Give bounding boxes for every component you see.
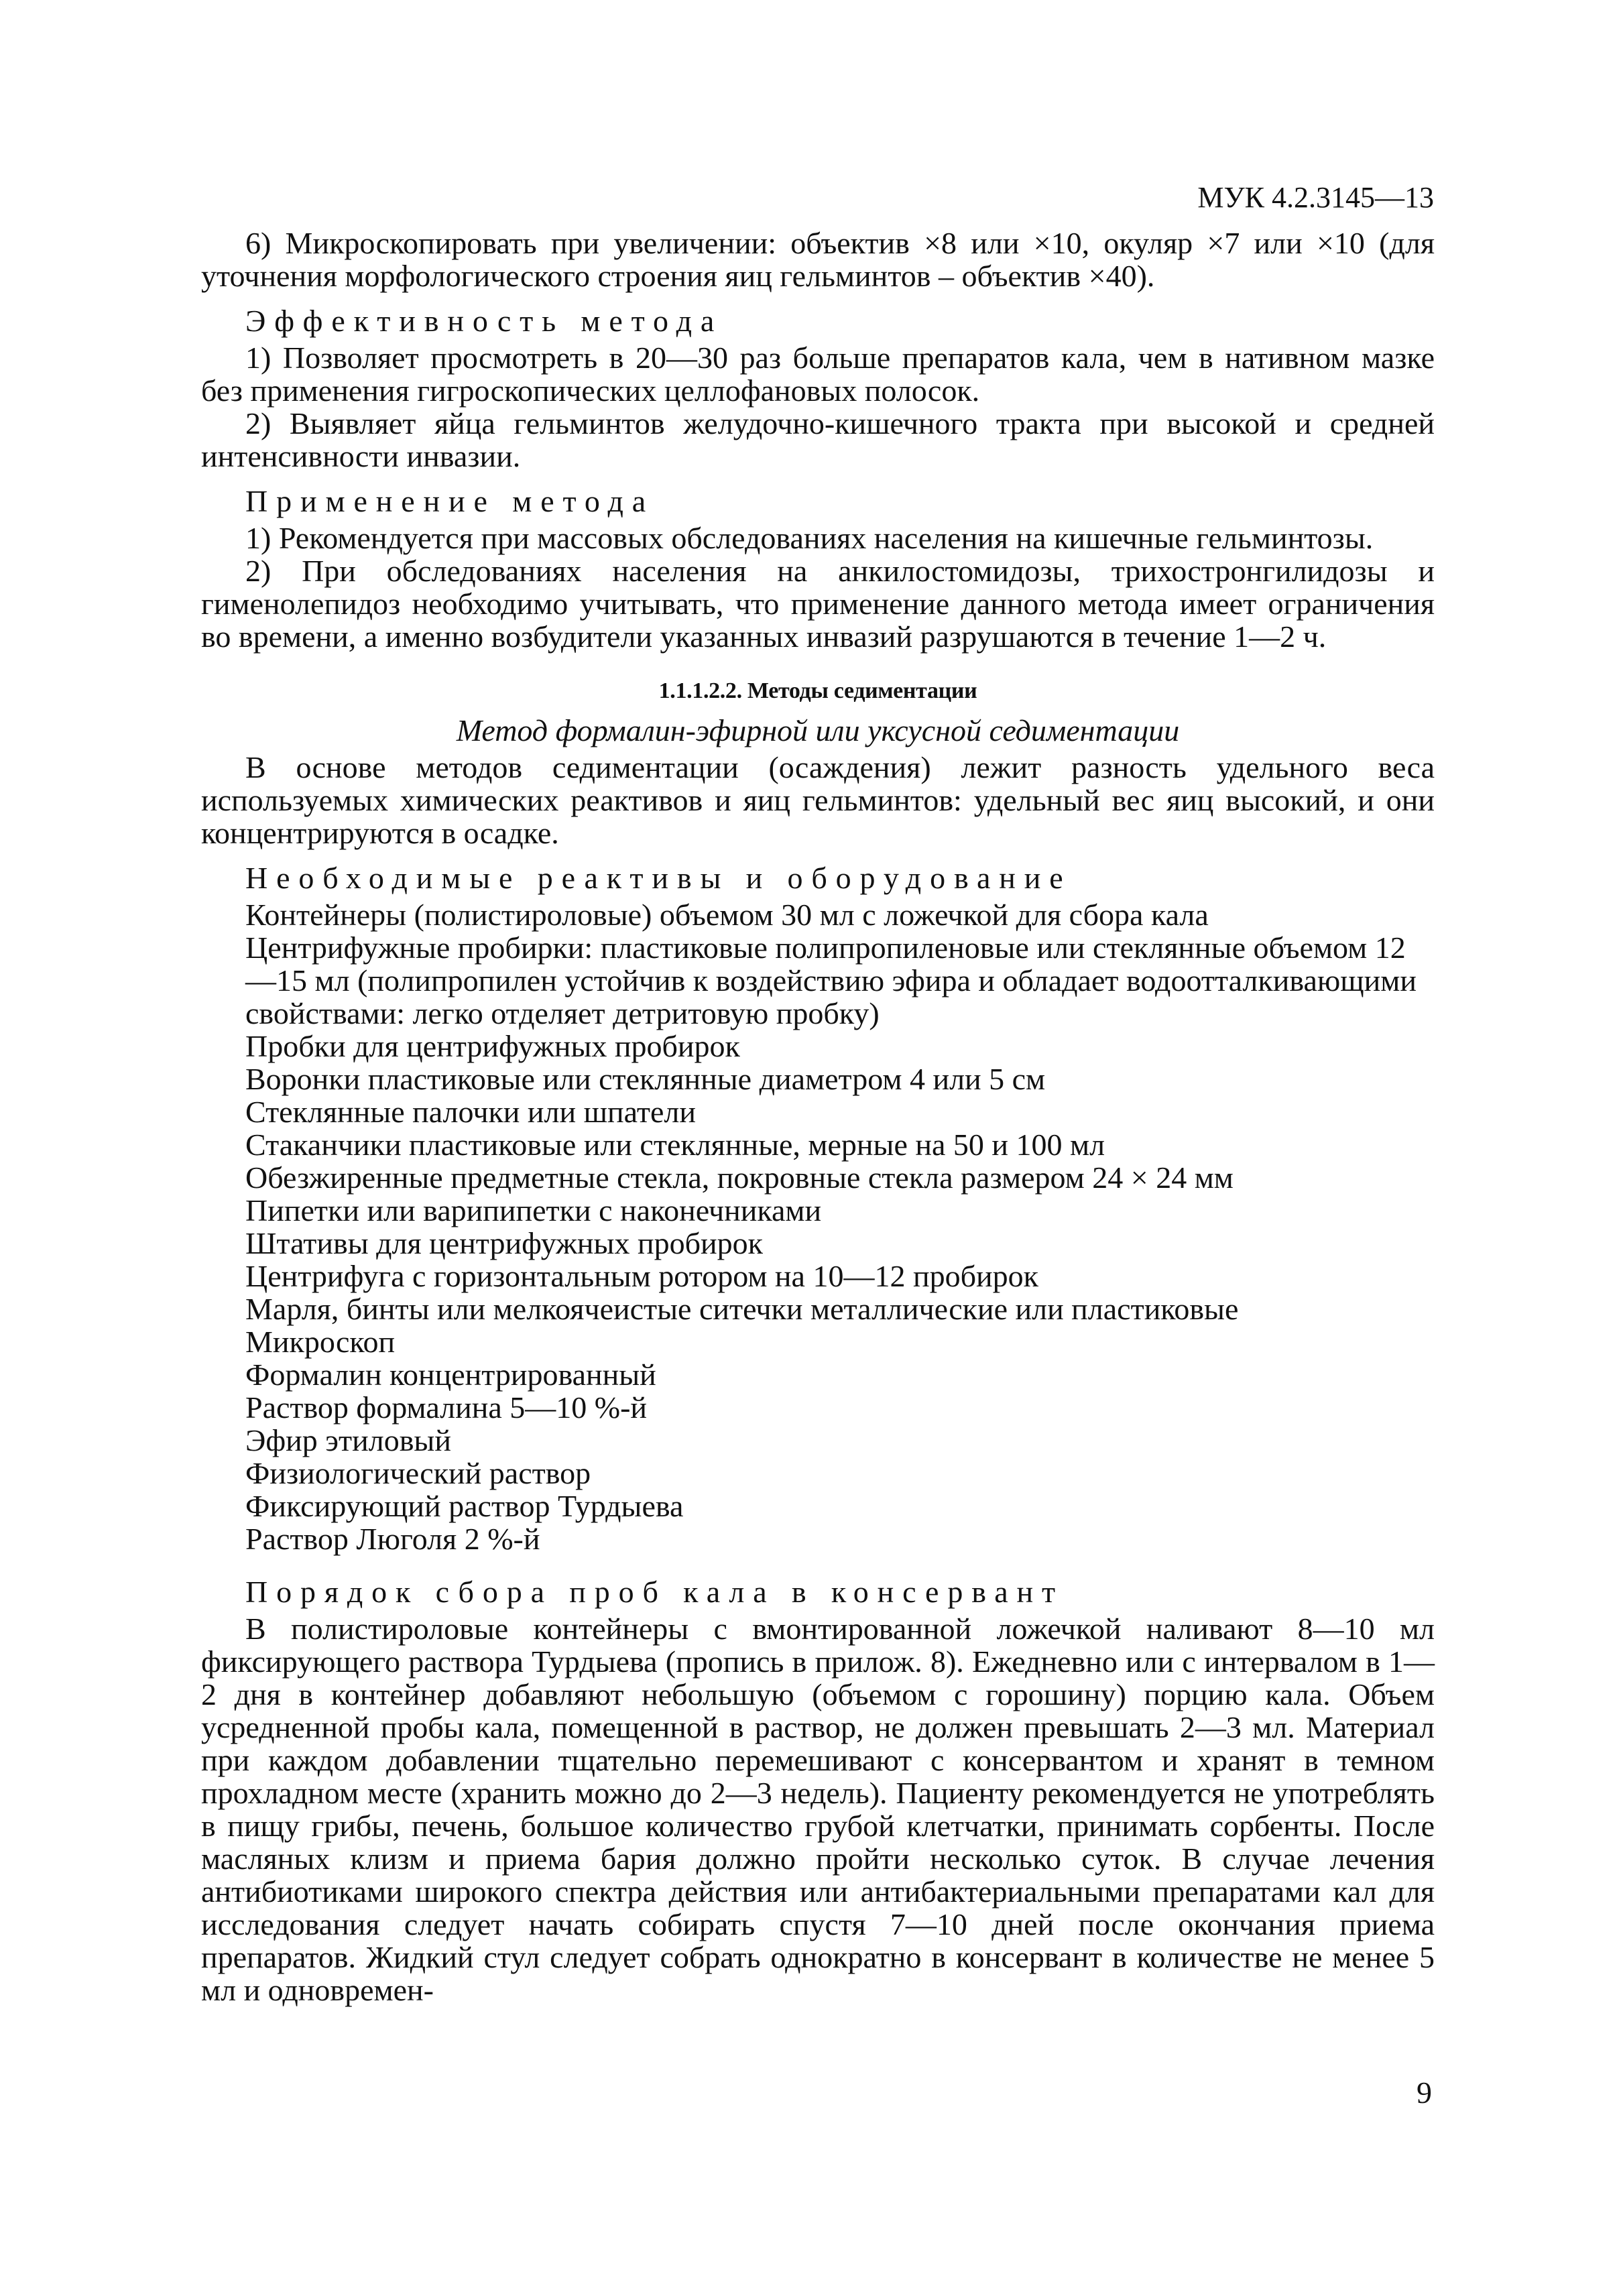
list-item: Центрифуга с горизонтальным ротором на 10—12 пробирок [245, 1259, 1038, 1293]
application-heading: Применение метода [245, 484, 655, 518]
method-title: Метод формалин-эфирной или уксусной седиментации [456, 713, 1180, 747]
section-intro: В основе методов седиментации (осаждения) лежит разность удельного веса используемых химических реактивов и яиц гельминтов: удельный вес яиц высокий, и они концентрируются в осадке. [201, 750, 1435, 850]
reagents-list [245, 898, 1435, 1555]
list-item: Микроскоп [245, 1325, 396, 1359]
efficiency-item-1: 1) Позволяет просмотреть в 20—30 раз больше препаратов кала, чем в нативном мазке без применения гигроскопических целлофановых полосок. [201, 341, 1435, 408]
list-item: Физиологический раствор [245, 1456, 591, 1490]
collection-heading: Порядок сбора проб кала в консервант [245, 1575, 1064, 1609]
list-item: Пробки для центрифужных пробирок [245, 1029, 740, 1063]
list-item: Центрифужные пробирки: пластиковые полипропиленовые или стеклянные объемом 12—15 мл (полипропилен устойчив к воздействию эфира и обладает водоотталкивающими свойствами: легко отделяет детритовую пробку) [245, 930, 1417, 1030]
collection-paragraph: В полистироловые контейнеры с вмонтированной ложечкой наливают 8—10 мл фиксирующего раствора Турдыева (пропись в прилож. 8). Ежедневно или с интервалом в 1—2 дня в контейнер добавляют небольшую (объемом с горошину) порцию кала. Объем усредненной пробы кала, помещенной в раствор, не должен превышать 2—3 мл. Материал при каждом добавлении тщательно перемешивают с консервантом и хранят в темном прохладном месте (хранить можно до 2—3 недель). Пациенту рекомендуется не употреблять в пищу грибы, печень, большое количество грубой клетчатки, принимать сорбенты. После масляных клизм и приема бария должно пройти несколько суток. В случае лечения антибиотиками широкого спектра действия или антибактериальными препаратами кал для исследования следует начать собирать спустя 7—10 дней после окончания приема препаратов. Жидкий стул следует собрать однократно в консервант в количестве не менее 5 мл и одновремен- [201, 1612, 1435, 2007]
list-item: Эфир этиловый [245, 1423, 451, 1457]
reagents-heading: Необходимые реактивы и оборудование [245, 861, 1072, 895]
list-item: Фиксирующий раствор Турдыева [245, 1489, 684, 1523]
list-item: Формалин концентрированный [245, 1357, 656, 1392]
list-item: Раствор Люголя 2 %-й [245, 1522, 540, 1556]
list-item: Контейнеры (полистироловые) объемом 30 мл с ложечкой для сбора кала [245, 898, 1209, 932]
step-6-paragraph: 6) Микроскопировать при увеличении: объектив ×8 или ×10, окуляр ×7 или ×10 (для уточнения морфологического строения яиц гельминтов – объектив ×40). [201, 226, 1435, 293]
page-body [201, 227, 1435, 2006]
list-item: Раствор формалина 5—10 %-й [245, 1390, 648, 1425]
application-item-2: 2) При обследованиях населения на анкилостомидозы, трихостронгилидозы и гименолепидоз необходимо учитывать, что применение данного метода имеет ограничения во времени, а именно возбудители указанных инвазий разрушаются в течение 1—2 ч. [201, 554, 1435, 654]
section-title: 1.1.1.2.2. Методы седиментации [658, 678, 977, 703]
document-code: МУК 4.2.3145—13 [1197, 181, 1434, 214]
list-item: Марля, бинты или мелкоячеистые ситечки металлические или пластиковые [245, 1292, 1239, 1326]
efficiency-item-2: 2) Выявляет яйца гельминтов желудочно-кишечного тракта при высокой и средней интенсивности инвазии. [201, 406, 1435, 473]
list-item: Обезжиренные предметные стекла, покровные стекла размером 24 × 24 мм [245, 1160, 1234, 1195]
list-item: Штативы для центрифужных пробирок [245, 1226, 763, 1260]
application-item-1: 1) Рекомендуется при массовых обследованиях населения на кишечные гельминтозы. [245, 521, 1374, 555]
list-item: Пипетки или варипипетки с наконечниками [245, 1193, 822, 1227]
list-item: Стеклянные палочки или шпатели [245, 1095, 696, 1129]
list-item: Воронки пластиковые или стеклянные диаметром 4 или 5 см [245, 1062, 1046, 1096]
efficiency-heading: Эффективность метода [245, 304, 723, 338]
page-number: 9 [1417, 2075, 1432, 2110]
list-item: Стаканчики пластиковые или стеклянные, мерные на 50 и 100 мл [245, 1128, 1105, 1162]
